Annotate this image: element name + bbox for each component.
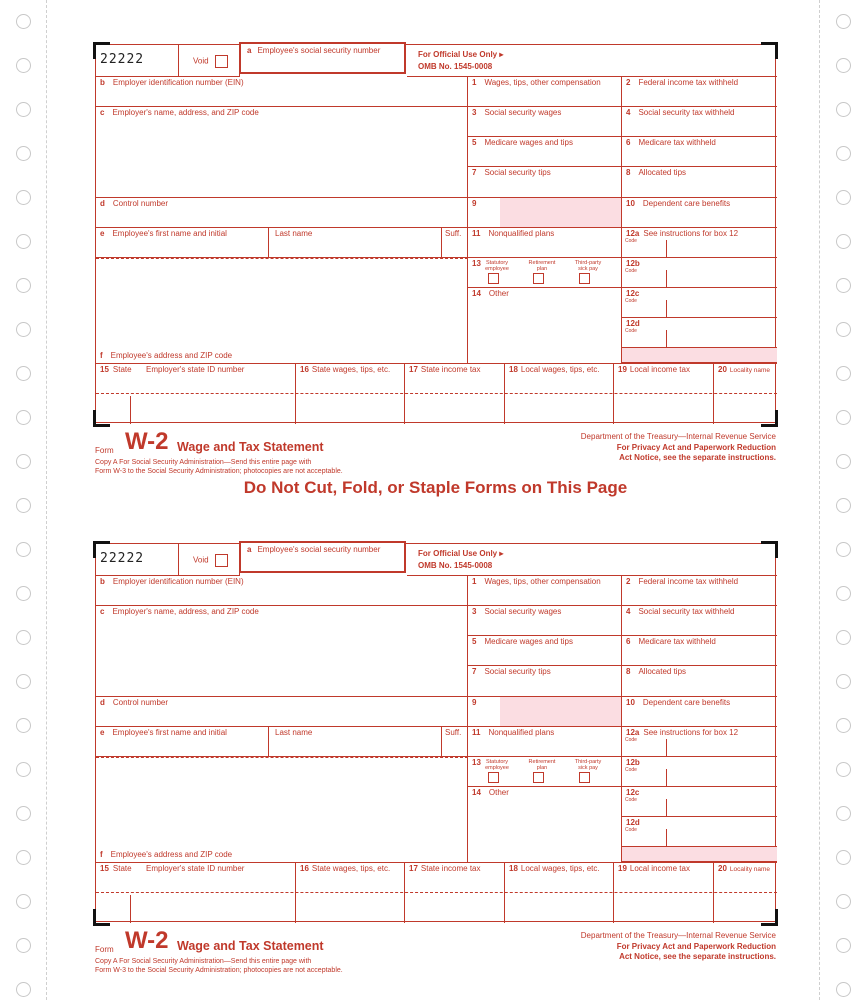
code-divider [666, 769, 667, 786]
tractor-hole [16, 586, 31, 601]
box-12-shaded [622, 847, 777, 862]
box-12a[interactable]: 12a See instructions for box 12 Code [622, 727, 777, 757]
tractor-hole [836, 806, 851, 821]
copy-line-2: Form W-3 to the Social Security Administration; photocopies are not acceptable. [95, 967, 343, 974]
void-label: Void [193, 56, 209, 66]
tractor-hole [836, 190, 851, 205]
code-letters: Code [625, 328, 637, 334]
thirdparty-label: Third-party sick pay [574, 759, 602, 771]
box-f[interactable]: f Employee's address and ZIP code [96, 258, 468, 363]
box-4[interactable]: 4 Social security tax withheld [622, 606, 777, 636]
tractor-hole [836, 322, 851, 337]
tractor-hole [836, 498, 851, 513]
box-c[interactable]: c Employer's name, address, and ZIP code [96, 107, 468, 198]
corner-mark [93, 909, 110, 926]
tractor-hole [16, 278, 31, 293]
tractor-hole [16, 14, 31, 29]
box-d[interactable]: d Control number [96, 697, 468, 727]
box-11[interactable]: 11 Nonqualified plans [468, 228, 622, 258]
box-18[interactable]: 18 Local wages, tips, etc. [505, 862, 614, 923]
box-e-first[interactable]: e Employee's first name and initial [96, 228, 269, 258]
copy-line-2: Form W-3 to the Social Security Administration; photocopies are not acceptable. [95, 468, 343, 475]
void-checkbox[interactable] [215, 554, 228, 567]
tractor-hole [16, 102, 31, 117]
tractor-hole [16, 58, 31, 73]
statutory-label: Statutory employee [485, 260, 509, 272]
code-divider [666, 300, 667, 317]
box-c[interactable]: c Employer's name, address, and ZIP code [96, 606, 468, 697]
box-9: 9 [468, 697, 622, 727]
box-e-first[interactable]: e Employee's first name and initial [96, 727, 269, 757]
left-tractor-strip [0, 0, 47, 1000]
tractor-hole [836, 674, 851, 689]
w2-form-top [95, 44, 776, 498]
department-line: Department of the Treasury—Internal Revenue Service [580, 432, 776, 441]
box-12b[interactable]: 12b Code [622, 258, 777, 288]
box-12c[interactable]: 12c Code [622, 787, 777, 817]
tractor-hole [836, 630, 851, 645]
box-3[interactable]: 3 Social security wages [468, 606, 622, 636]
box-6[interactable]: 6 Medicare tax withheld [622, 636, 777, 666]
box-e-suffix[interactable]: Suff. [442, 228, 468, 258]
code-divider [666, 240, 667, 257]
code-divider [666, 799, 667, 816]
box-14[interactable]: 14 Other [468, 787, 622, 862]
box-b[interactable]: b Employer identification number (EIN) [96, 576, 468, 606]
tractor-hole [16, 982, 31, 997]
box-15[interactable]: 15 State Employer's state ID number [96, 862, 296, 923]
box-12d[interactable]: 12d Code [622, 318, 777, 348]
tractor-hole [16, 718, 31, 733]
box-b[interactable]: b Employer identification number (EIN) [96, 77, 468, 107]
tractor-hole [16, 454, 31, 469]
tractor-hole [836, 234, 851, 249]
box-9: 9 [468, 198, 622, 228]
void-cell [179, 45, 240, 77]
code-letters: Code [625, 737, 637, 743]
code-letters: Code [625, 238, 637, 244]
code-divider [666, 330, 667, 347]
box-20[interactable]: 20 Locality name [714, 862, 777, 923]
tractor-hole [836, 58, 851, 73]
box-8[interactable]: 8 Allocated tips [622, 666, 777, 697]
corner-mark [761, 541, 778, 558]
tractor-hole [836, 14, 851, 29]
code-divider [666, 829, 667, 846]
official-use-cell [407, 544, 777, 576]
box-f[interactable]: f Employee's address and ZIP code [96, 757, 468, 862]
box-12b[interactable]: 12b Code [622, 757, 777, 787]
tractor-hole [16, 894, 31, 909]
box-13: 13 Statutory employee Retirement plan Third-party sick pay [468, 258, 622, 288]
thirdparty-label: Third-party sick pay [574, 260, 602, 272]
tractor-hole [16, 806, 31, 821]
box-18[interactable]: 18 Local wages, tips, etc. [505, 363, 614, 424]
retirement-label: Retirement plan [528, 260, 556, 272]
tractor-hole [836, 718, 851, 733]
box-12d[interactable]: 12d Code [622, 817, 777, 847]
box-9-shaded [500, 198, 621, 227]
tractor-hole [836, 278, 851, 293]
box-11[interactable]: 11 Nonqualified plans [468, 727, 622, 757]
code-letters: Code [625, 797, 637, 803]
statutory-label: Statutory employee [485, 759, 509, 771]
official-use-cell [407, 45, 777, 77]
statutory-checkbox[interactable] [488, 273, 499, 284]
box-2[interactable]: 2 Federal income tax withheld [622, 576, 777, 606]
tractor-hole [836, 146, 851, 161]
tractor-hole [836, 410, 851, 425]
official-use-label: For Official Use Only ▸ [418, 50, 504, 59]
code-divider [666, 739, 667, 756]
box-8[interactable]: 8 Allocated tips [622, 167, 777, 198]
void-label: Void [193, 555, 209, 565]
retirement-label: Retirement plan [528, 759, 556, 771]
tractor-hole [836, 102, 851, 117]
thirdparty-checkbox[interactable] [579, 273, 590, 284]
box-a-ssn[interactable]: a Employee's social security number [239, 541, 406, 573]
omb-number: OMB No. 1545-0008 [418, 61, 493, 71]
box-9-shaded [500, 697, 621, 726]
control-code: 22222 [100, 551, 145, 566]
retirement-checkbox[interactable] [533, 772, 544, 783]
box-20[interactable]: 20 Locality name [714, 363, 777, 424]
void-checkbox[interactable] [215, 55, 228, 68]
corner-mark [761, 42, 778, 59]
tractor-hole [16, 190, 31, 205]
tractor-hole [836, 454, 851, 469]
copy-line-1: Copy A For Social Security Administration—Send this entire page with [95, 958, 312, 965]
thirdparty-checkbox[interactable] [579, 772, 590, 783]
form-id: W-2 [125, 927, 169, 954]
box-12c[interactable]: 12c Code [622, 288, 777, 318]
tractor-hole [16, 146, 31, 161]
tractor-hole [836, 586, 851, 601]
box-13: 13 Statutory employee Retirement plan Third-party sick pay [468, 757, 622, 787]
form-word: Form [95, 945, 114, 954]
tractor-hole [16, 762, 31, 777]
tractor-hole [836, 850, 851, 865]
tractor-hole [836, 894, 851, 909]
tractor-hole [16, 498, 31, 513]
omb-number: OMB No. 1545-0008 [418, 560, 493, 570]
control-code: 22222 [100, 52, 145, 67]
w2-form-bottom [95, 543, 776, 997]
dashed-separator [96, 393, 777, 394]
privacy-line-1: For Privacy Act and Paperwork Reduction [616, 942, 776, 951]
tractor-hole [836, 938, 851, 953]
tractor-hole [16, 850, 31, 865]
box-3[interactable]: 3 Social security wages [468, 107, 622, 137]
form-title: Wage and Tax Statement [177, 939, 324, 953]
form-title: Wage and Tax Statement [177, 440, 324, 454]
box-7[interactable]: 7 Social security tips [468, 666, 622, 697]
box-14[interactable]: 14 Other [468, 288, 622, 363]
box-5[interactable]: 5 Medicare wages and tips [468, 636, 622, 666]
w2-grid [95, 543, 776, 922]
retirement-checkbox[interactable] [533, 273, 544, 284]
tractor-hole [16, 938, 31, 953]
tractor-hole [16, 630, 31, 645]
box-2[interactable]: 2 Federal income tax withheld [622, 77, 777, 107]
code-letters: Code [625, 298, 637, 304]
box-17[interactable]: 17 State income tax [405, 363, 505, 424]
void-cell [179, 544, 240, 576]
state-divider [130, 396, 131, 424]
statutory-checkbox[interactable] [488, 772, 499, 783]
box-6[interactable]: 6 Medicare tax withheld [622, 137, 777, 167]
corner-mark [93, 410, 110, 427]
box-19[interactable]: 19 Local income tax [614, 862, 714, 923]
tractor-hole [16, 366, 31, 381]
box-4[interactable]: 4 Social security tax withheld [622, 107, 777, 137]
box-12a[interactable]: 12a See instructions for box 12 Code [622, 228, 777, 258]
state-divider [130, 895, 131, 923]
w2-grid [95, 44, 776, 423]
dashed-separator [96, 892, 777, 893]
box-12-shaded [622, 348, 777, 363]
privacy-line-2: Act Notice, see the separate instructions. [619, 952, 776, 961]
box-5[interactable]: 5 Medicare wages and tips [468, 137, 622, 167]
copy-line-1: Copy A For Social Security Administration—Send this entire page with [95, 459, 312, 466]
box-15[interactable]: 15 State Employer's state ID number [96, 363, 296, 424]
official-use-label: For Official Use Only ▸ [418, 549, 504, 558]
box-a-ssn[interactable]: a Employee's social security number [239, 42, 406, 74]
box-e-suffix[interactable]: Suff. [442, 727, 468, 757]
privacy-line-1: For Privacy Act and Paperwork Reduction [616, 443, 776, 452]
box-e-last[interactable]: Last name [269, 727, 442, 757]
box-7[interactable]: 7 Social security tips [468, 167, 622, 198]
tractor-hole [16, 410, 31, 425]
privacy-line-2: Act Notice, see the separate instructions. [619, 453, 776, 462]
box-1[interactable]: 1 Wages, tips, other compensation [468, 576, 622, 606]
corner-mark [93, 541, 110, 558]
form-word: Form [95, 446, 114, 455]
department-line: Department of the Treasury—Internal Revenue Service [580, 931, 776, 940]
box-16[interactable]: 16 State wages, tips, etc. [296, 363, 405, 424]
code-divider [666, 270, 667, 287]
box-1[interactable]: 1 Wages, tips, other compensation [468, 77, 622, 107]
box-17[interactable]: 17 State income tax [405, 862, 505, 923]
tractor-hole [836, 366, 851, 381]
tractor-hole [836, 542, 851, 557]
corner-mark [761, 410, 778, 427]
box-16[interactable]: 16 State wages, tips, etc. [296, 862, 405, 923]
tractor-hole [836, 982, 851, 997]
box-e-last[interactable]: Last name [269, 228, 442, 258]
tractor-hole [16, 234, 31, 249]
form-id: W-2 [125, 428, 169, 455]
box-10[interactable]: 10 Dependent care benefits [622, 697, 777, 727]
code-letters: Code [625, 268, 637, 274]
corner-mark [93, 42, 110, 59]
tractor-hole [16, 674, 31, 689]
tractor-hole [16, 322, 31, 337]
corner-mark [761, 909, 778, 926]
tractor-hole [16, 542, 31, 557]
code-letters: Code [625, 767, 637, 773]
tractor-hole [836, 762, 851, 777]
form-footer [95, 927, 776, 997]
box-10[interactable]: 10 Dependent care benefits [622, 198, 777, 228]
right-tractor-strip [819, 0, 866, 1000]
do-not-cut-banner: Do Not Cut, Fold, or Staple Forms on This Page [243, 478, 628, 497]
box-d[interactable]: d Control number [96, 198, 468, 228]
code-letters: Code [625, 827, 637, 833]
box-19[interactable]: 19 Local income tax [614, 363, 714, 424]
